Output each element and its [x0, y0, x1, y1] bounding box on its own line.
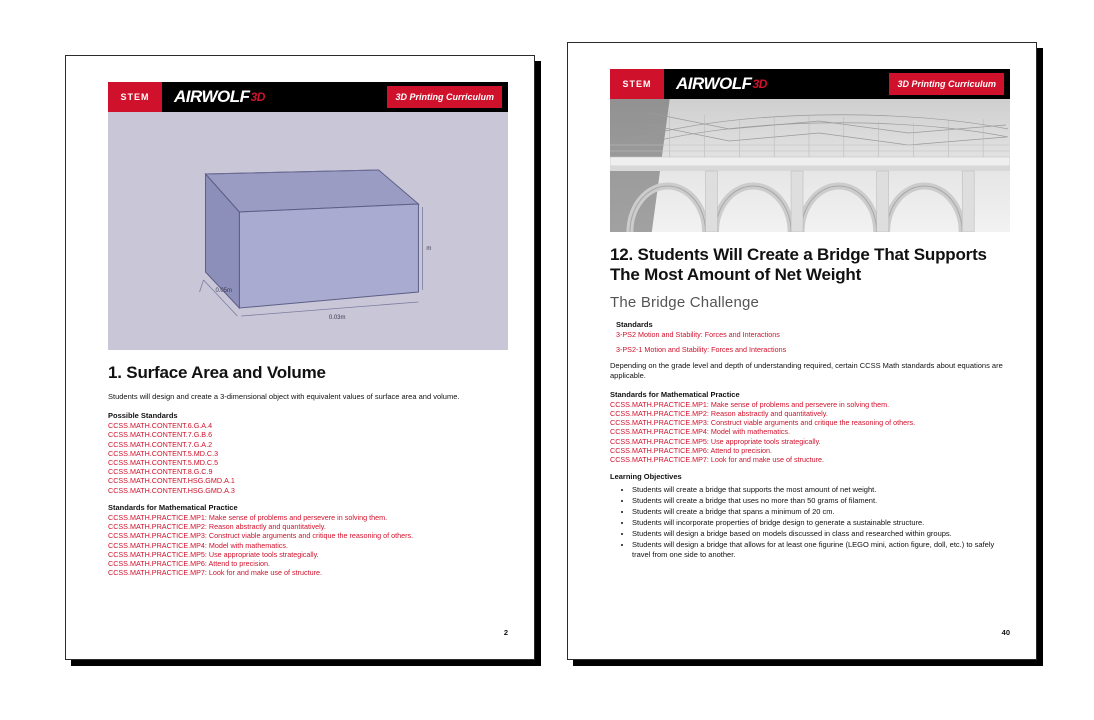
dimension-label-right: m: [426, 245, 432, 253]
surface-area-volume-render-image: [108, 112, 508, 350]
dimension-label-front: 0.03m: [328, 314, 346, 322]
stem-badge: STEM: [610, 69, 664, 99]
box-model-illustration: [108, 112, 508, 350]
logo-main-text: AIRWOLF: [174, 87, 250, 106]
brand-header-bar-left: [108, 82, 508, 112]
logo-main-text: AIRWOLF: [676, 74, 752, 93]
learning-objectives-heading: Learning Objectives: [610, 472, 682, 482]
page-content-left: [108, 82, 508, 637]
dimension-label-left: 0.05m: [215, 287, 233, 295]
list-item: • Students will create a bridge that spans a minimum of 20 cm.: [632, 507, 1010, 517]
practice-item: CCSS.MATH.PRACTICE.MP6: Attend to precision.: [610, 445, 773, 455]
practice-item: CCSS.MATH.PRACTICE.MP7: Look for and make use of structure.: [108, 568, 322, 578]
curriculum-tagline-badge: 3D Printing Curriculum: [889, 73, 1004, 95]
standard-item: CCSS.MATH.CONTENT.5.MD.C.3: [108, 448, 219, 458]
practice-item: CCSS.MATH.PRACTICE.MP4: Model with mathematics.: [108, 540, 288, 550]
list-item: • Students will create a bridge that uses no more than 50 grams of filament.: [632, 496, 1010, 506]
page-number-right: 40: [1001, 628, 1010, 637]
brand-header-bar-right: [610, 69, 1010, 99]
list-item: • Students will design a bridge that allows for at least one figurine (LEGO mini, action figure, doll, etc.) to safely travel from one side to another.: [632, 540, 1010, 560]
document-page-right[interactable]: [567, 42, 1037, 660]
logo-suffix-text: 3D: [752, 77, 767, 91]
list-item: • Students will design a bridge based on models discussed in class and researched within groups.: [632, 529, 1010, 539]
math-practice-heading-right: Standards for Mathematical Practice: [610, 389, 740, 399]
bridge-render-image: [610, 99, 1010, 232]
stem-badge: STEM: [108, 82, 162, 112]
practice-item: CCSS.MATH.PRACTICE.MP3: Construct viable arguments and critique the reasoning of others.: [108, 531, 414, 541]
practice-item: CCSS.MATH.PRACTICE.MP6: Attend to precision.: [108, 559, 271, 569]
page-subtitle-right: The Bridge Challenge: [610, 294, 760, 312]
practice-item: CCSS.MATH.PRACTICE.MP1: Make sense of problems and persevere in solving them.: [610, 399, 890, 409]
learning-objectives-list: [610, 485, 1010, 559]
practice-item: CCSS.MATH.PRACTICE.MP1: Make sense of problems and persevere in solving them.: [108, 512, 388, 522]
airwolf3d-logo: [664, 69, 889, 99]
standard-item: 3-PS2 Motion and Stability: Forces and Interactions: [616, 330, 780, 340]
page-title-left: 1. Surface Area and Volume: [108, 363, 326, 382]
practice-item: CCSS.MATH.PRACTICE.MP2: Reason abstractly and quantitatively.: [610, 409, 828, 418]
practice-item: CCSS.MATH.PRACTICE.MP3: Construct viable arguments and critique the reasoning of others.: [610, 418, 916, 428]
standards-heading-right: Standards: [616, 320, 653, 330]
page-content-right: [610, 69, 1010, 637]
standards-note-right: Depending on the grade level and depth of understanding required, certain CCSS Math standards about equations are applicable.: [610, 360, 1003, 380]
curriculum-tagline-badge: 3D Printing Curriculum: [387, 86, 502, 108]
intro-paragraph-left: Students will design and create a 3-dimensional object with equivalent values of surface area and volume.: [108, 392, 460, 402]
document-page-left[interactable]: [65, 55, 535, 660]
bridge-illustration: [610, 99, 1010, 232]
standard-item: 3-PS2-1 Motion and Stability: Forces and Interactions: [616, 345, 787, 355]
practice-item: CCSS.MATH.PRACTICE.MP5: Use appropriate tools strategically.: [610, 436, 821, 446]
list-item: • Students will create a bridge that supports the most amount of net weight.: [632, 485, 1010, 495]
standard-item: CCSS.MATH.CONTENT.8.G.C.9: [108, 467, 213, 477]
standard-item: CCSS.MATH.CONTENT.HSG.GMD.A.3: [108, 485, 235, 495]
list-item: • Students will incorporate properties of bridge design to generate a sustainable structure.: [632, 518, 1010, 528]
standard-item: CCSS.MATH.CONTENT.5.MD.C.5: [108, 458, 219, 468]
math-practice-heading-left: Standards for Mathematical Practice: [108, 502, 238, 512]
standard-item: CCSS.MATH.CONTENT.6.G.A.4: [108, 421, 213, 431]
possible-standards-heading: Possible Standards: [108, 411, 178, 421]
logo-suffix-text: 3D: [250, 90, 265, 104]
airwolf3d-logo: [162, 82, 387, 112]
standard-item: CCSS.MATH.CONTENT.7.G.A.2: [108, 439, 213, 449]
standard-item: CCSS.MATH.CONTENT.7.G.B.6: [108, 430, 213, 440]
page-title-right: 12. Students Will Create a Bridge That Supports The Most Amount of Net Weight: [610, 245, 987, 285]
practice-item: CCSS.MATH.PRACTICE.MP5: Use appropriate tools strategically.: [108, 549, 319, 559]
practice-item: CCSS.MATH.PRACTICE.MP7: Look for and make use of structure.: [610, 455, 824, 465]
practice-item: CCSS.MATH.PRACTICE.MP2: Reason abstractly and quantitatively.: [108, 522, 326, 532]
practice-item: CCSS.MATH.PRACTICE.MP4: Model with mathematics.: [610, 427, 790, 437]
standard-item: CCSS.MATH.CONTENT.HSG.GMD.A.1: [108, 476, 235, 486]
page-number-left: 2: [503, 628, 508, 637]
